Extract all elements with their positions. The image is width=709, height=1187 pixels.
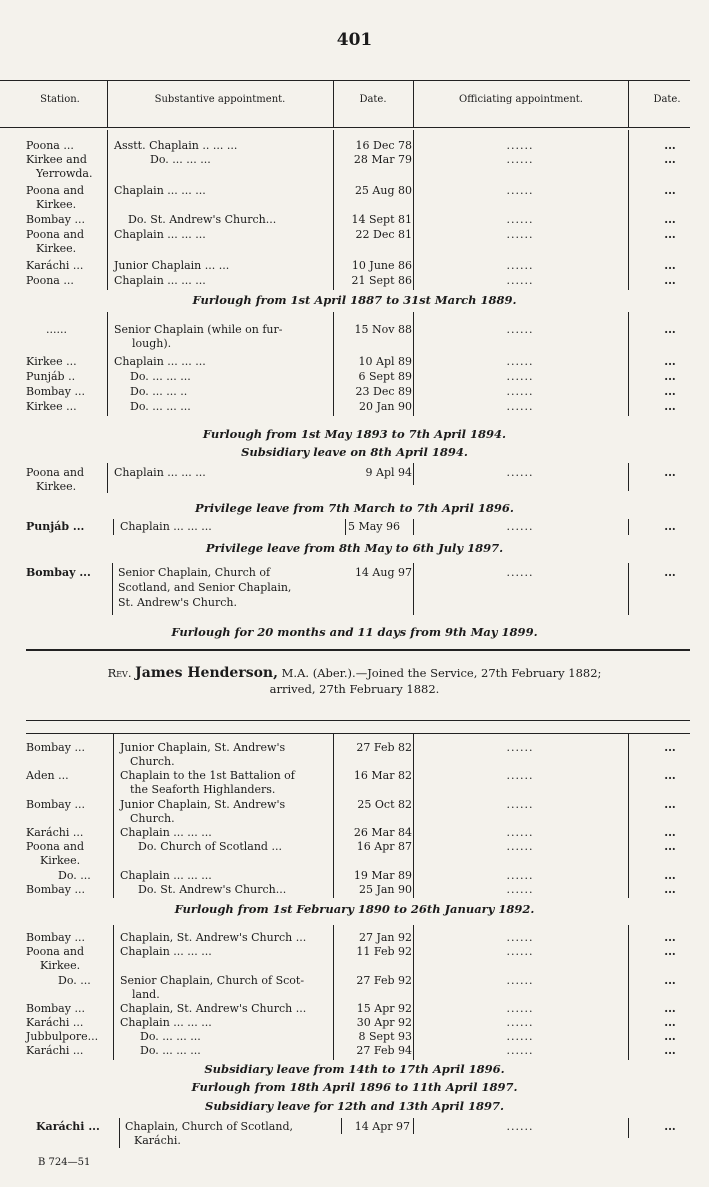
table-row <box>0 869 709 883</box>
date-cell: 22 Dec 81 <box>355 228 412 241</box>
appointment-cell: Chaplain ... ... ... <box>120 520 212 533</box>
table-row <box>0 153 709 167</box>
appointment-cell: Chaplain, Church of Scotland, <box>125 1120 293 1133</box>
appointment-cell: Chaplain ... ... ... <box>120 945 212 958</box>
station-cell: Bombay ... <box>26 1002 85 1015</box>
station-cell: Kirkee ... <box>26 400 77 413</box>
appointment-cell: Chaplain ... ... ... <box>114 466 206 479</box>
header-date-2: Date. <box>653 94 681 105</box>
appointment-cell: Do. ... ... ... <box>130 370 191 383</box>
station-cell: Poona ... <box>26 139 74 152</box>
table-row <box>0 840 709 854</box>
date2-cell: ... <box>664 184 676 197</box>
table-row <box>0 400 709 414</box>
officiating-cell: ...... <box>506 274 534 287</box>
table-row <box>0 184 709 198</box>
date-cell: 15 Apr 92 <box>356 1002 412 1015</box>
date2-cell: ... <box>664 769 676 782</box>
officiating-cell: ...... <box>506 769 534 782</box>
station-cell: Bombay ... <box>26 931 85 944</box>
appointment-cell: Do. St. Andrew's Church... <box>128 213 277 226</box>
station-continuation: Kirkee. <box>40 959 81 972</box>
date-cell: 27 Feb 92 <box>356 974 412 987</box>
appointment-cell: Do. ... ... ... <box>150 153 211 166</box>
header-divider <box>107 80 108 127</box>
page-number: 401 <box>336 30 373 50</box>
officiating-cell: ...... <box>506 1030 534 1043</box>
date2-cell: ... <box>664 974 676 987</box>
date-cell: 27 Jan 92 <box>358 931 412 944</box>
table-row <box>0 520 709 534</box>
station-cell: Jubbulpore... <box>26 1030 99 1043</box>
date2-cell: ... <box>664 840 676 853</box>
date2-cell: ... <box>664 1120 676 1133</box>
header-date: Date. <box>359 94 387 105</box>
station-cell: Poona and <box>26 228 85 241</box>
section-separator <box>26 649 690 651</box>
station-continuation: Kirkee. <box>36 198 77 211</box>
leave-note: Privilege leave from 7th March to 7th April 1896. <box>195 501 514 515</box>
leave-note: Subsidiary leave from 14th to 17th April 1896. <box>204 1062 505 1076</box>
officiating-cell: ...... <box>506 213 534 226</box>
station-cell: Bombay ... <box>26 798 85 811</box>
station-cell: Bombay ... <box>26 883 85 896</box>
date2-cell: ... <box>664 213 676 226</box>
table-row <box>0 769 709 783</box>
table-row <box>0 1002 709 1016</box>
officiating-cell: ...... <box>506 400 534 413</box>
date-cell: 14 Sept 81 <box>351 213 412 226</box>
appointment-cell: Chaplain ... ... ... <box>114 228 206 241</box>
officiating-cell: ...... <box>506 566 534 579</box>
date-cell: 27 Feb 82 <box>356 741 412 754</box>
date-cell: 25 Aug 80 <box>354 184 412 197</box>
date2-cell: ... <box>664 1030 676 1043</box>
date-cell: 11 Feb 92 <box>356 945 412 958</box>
officiating-cell: ...... <box>506 355 534 368</box>
officiating-cell: ...... <box>506 945 534 958</box>
appointment-continuation: Karáchi. <box>134 1134 181 1147</box>
table-row <box>0 274 709 288</box>
station-cell: Aden ... <box>26 769 69 782</box>
station-cell: Kirkee and <box>26 153 87 166</box>
station-cell: Bombay ... <box>26 741 85 754</box>
station-cell: Karáchi ... <box>26 1044 84 1057</box>
table-rule-top <box>26 720 690 721</box>
officiating-cell: ...... <box>506 370 534 383</box>
appointment-continuation: Church. <box>130 755 175 768</box>
appointment-cell: Do. ... ... ... <box>140 1044 201 1057</box>
station-continuation: Kirkee. <box>36 242 77 255</box>
station-cell: Do. ... <box>58 869 91 882</box>
officiating-cell: ...... <box>506 840 534 853</box>
officiating-cell: ...... <box>506 974 534 987</box>
station-continuation: Kirkee. <box>40 854 81 867</box>
officiating-cell: ...... <box>506 228 534 241</box>
appointment-cell: Senior Chaplain, Church of Scot- <box>120 974 305 987</box>
officiating-cell: ...... <box>506 323 534 336</box>
table-row <box>0 259 709 273</box>
appointment-continuation: St. Andrew's Church. <box>118 596 237 609</box>
date2-cell: ... <box>664 883 676 896</box>
date2-cell: ... <box>664 274 676 287</box>
officiating-cell: ...... <box>506 1120 534 1133</box>
table-row <box>0 931 709 945</box>
appointment-cell: Junior Chaplain, St. Andrew's <box>120 741 286 754</box>
date2-cell: ... <box>664 1044 676 1057</box>
appointment-cell: Chaplain, St. Andrew's Church ... <box>120 931 307 944</box>
appointment-cell: Do. St. Andrew's Church... <box>138 883 287 896</box>
table-row <box>0 323 709 337</box>
appointment-cell: Chaplain ... ... ... <box>120 869 212 882</box>
date2-cell: ... <box>664 520 676 533</box>
officiating-cell: ...... <box>506 1016 534 1029</box>
table-row <box>0 945 709 959</box>
officiating-cell: ...... <box>506 741 534 754</box>
appointment-cell: Junior Chaplain, St. Andrew's <box>120 798 286 811</box>
date-cell: 10 June 86 <box>351 259 412 272</box>
header-divider <box>628 80 629 127</box>
station-cell: Poona and <box>26 466 85 479</box>
table-row <box>0 1120 709 1134</box>
station-cell: Bombay ... <box>26 385 85 398</box>
appointment-cell: Do. ... ... ... <box>130 400 191 413</box>
appointment-continuation: Scotland, and Senior Chaplain, <box>118 581 292 594</box>
officiating-cell: ...... <box>506 869 534 882</box>
date2-cell: ... <box>664 385 676 398</box>
date-cell: 9 Apl 94 <box>365 466 412 479</box>
date-cell: 28 Mar 79 <box>353 153 412 166</box>
printer-mark: B 724—51 <box>38 1157 91 1168</box>
header-officiating: Officiating appointment. <box>459 94 583 105</box>
officiating-cell: ...... <box>506 259 534 272</box>
station-cell: Kirkee ... <box>26 355 77 368</box>
officer-bio <box>0 665 709 697</box>
table-row <box>0 1044 709 1058</box>
station-cell: Poona and <box>26 840 85 853</box>
appointment-cell: Junior Chaplain ... ... <box>114 259 230 272</box>
table-row <box>0 466 709 480</box>
officiating-cell: ...... <box>506 1044 534 1057</box>
table-row <box>0 355 709 369</box>
bio-details: M.A. (Aber.).—Joined the Service, 27th February 1882; <box>281 666 602 680</box>
table-row <box>0 1016 709 1030</box>
station-cell: Punjáb .. <box>26 370 76 383</box>
date2-cell: ... <box>664 466 676 479</box>
table-row <box>0 798 709 812</box>
appointment-cell: Chaplain to the 1st Battalion of <box>120 769 295 782</box>
date2-cell: ... <box>664 798 676 811</box>
officiating-cell: ...... <box>506 520 534 533</box>
date-cell: 21 Sept 86 <box>351 274 412 287</box>
table-row <box>0 213 709 227</box>
appointment-cell: Do. ... ... .. <box>130 385 188 398</box>
date-cell: 19 Mar 89 <box>353 869 412 882</box>
date-cell: 5 May 96 <box>347 520 400 533</box>
date2-cell: ... <box>664 228 676 241</box>
leave-note: Furlough from 1st February 1890 to 26th January 1892. <box>174 902 535 916</box>
appointment-continuation: Church. <box>130 812 175 825</box>
header-divider <box>333 80 334 127</box>
date-cell: 16 Dec 78 <box>355 139 412 152</box>
table-row <box>0 974 709 988</box>
leave-note: Furlough for 20 months and 11 days from 9th May 1899. <box>171 625 538 639</box>
date2-cell: ... <box>664 945 676 958</box>
table-row <box>0 139 709 153</box>
header-divider <box>413 80 414 127</box>
appointment-cell: Chaplain ... ... ... <box>114 184 206 197</box>
date2-cell: ... <box>664 355 676 368</box>
station-continuation: Yerrowda. <box>36 167 93 180</box>
date-cell: 27 Feb 94 <box>356 1044 412 1057</box>
officiating-cell: ...... <box>506 931 534 944</box>
station-cell: Karáchi ... <box>26 826 84 839</box>
table-row <box>0 741 709 755</box>
leave-note: Furlough from 1st April 1887 to 31st March 1889. <box>192 293 517 307</box>
date-cell: 20 Jan 90 <box>358 400 412 413</box>
date-cell: 10 Apl 89 <box>358 355 412 368</box>
station-cell: Poona ... <box>26 274 74 287</box>
date-cell: 30 Apr 92 <box>356 1016 412 1029</box>
leave-note: Privilege leave from 8th May to 6th July 1897. <box>205 541 504 555</box>
date-cell: 16 Mar 82 <box>353 769 412 782</box>
appointment-cell: Do. Church of Scotland ... <box>138 840 282 853</box>
leave-note: Subsidiary leave on 8th April 1894. <box>241 445 468 459</box>
date2-cell: ... <box>664 139 676 152</box>
appointment-cell: Chaplain ... ... ... <box>114 274 206 287</box>
header-station: Station. <box>40 94 80 105</box>
officiating-cell: ...... <box>506 466 534 479</box>
officiating-cell: ...... <box>506 385 534 398</box>
table-row <box>0 370 709 384</box>
officiating-cell: ...... <box>506 883 534 896</box>
date2-cell: ... <box>664 566 676 579</box>
table-row <box>0 385 709 399</box>
officiating-cell: ...... <box>506 184 534 197</box>
appointment-cell: Senior Chaplain, Church of <box>118 566 271 579</box>
date2-cell: ... <box>664 826 676 839</box>
bio-prefix: Rev. <box>107 666 132 680</box>
table-rule-bottom <box>26 733 690 734</box>
bio-arrived: arrived, 27th February 1882. <box>269 682 440 696</box>
station-cell: Poona and <box>26 945 85 958</box>
date-cell: 8 Sept 93 <box>358 1030 412 1043</box>
date2-cell: ... <box>664 869 676 882</box>
date-cell: 25 Jan 90 <box>358 883 412 896</box>
header-rule-bottom <box>0 127 690 128</box>
date-cell: 6 Sept 89 <box>358 370 412 383</box>
date-cell: 14 Aug 97 <box>354 566 412 579</box>
officiating-cell: ...... <box>506 798 534 811</box>
officer-name: James Henderson, <box>135 665 278 681</box>
date-cell: 14 Apr 97 <box>354 1120 410 1133</box>
table-row <box>0 1030 709 1044</box>
station-cell: Karáchi ... <box>26 259 84 272</box>
date2-cell: ... <box>664 259 676 272</box>
station-cell: Bombay ... <box>26 213 85 226</box>
appointment-cell: Chaplain ... ... ... <box>120 826 212 839</box>
date2-cell: ... <box>664 1002 676 1015</box>
table-row <box>0 883 709 897</box>
station-cell: Do. ... <box>58 974 91 987</box>
table-row <box>0 826 709 840</box>
appointment-cell: Do. ... ... ... <box>140 1030 201 1043</box>
date2-cell: ... <box>664 370 676 383</box>
date2-cell: ... <box>664 741 676 754</box>
appointment-cell: Chaplain ... ... ... <box>114 355 206 368</box>
table-row <box>0 228 709 242</box>
appointment-cell: Chaplain, St. Andrew's Church ... <box>120 1002 307 1015</box>
leave-note: Furlough from 1st May 1893 to 7th April 1894. <box>202 427 507 441</box>
appointment-continuation: land. <box>132 988 160 1001</box>
station-cell: Bombay ... <box>26 566 91 579</box>
table-row <box>0 566 709 580</box>
leave-note: Furlough from 18th April 1896 to 11th April 1897. <box>191 1080 518 1094</box>
date-cell: 25 Oct 82 <box>357 798 412 811</box>
station-cell: ...... <box>46 323 67 336</box>
date-cell: 26 Mar 84 <box>353 826 412 839</box>
date-cell: 15 Nov 88 <box>354 323 412 336</box>
date2-cell: ... <box>664 931 676 944</box>
station-cell: Poona and <box>26 184 85 197</box>
station-continuation: Kirkee. <box>36 480 77 493</box>
officiating-cell: ...... <box>506 826 534 839</box>
header-substantive: Substantive appointment. <box>154 94 286 105</box>
date2-cell: ... <box>664 1016 676 1029</box>
appointment-cell: Asstt. Chaplain .. ... ... <box>114 139 238 152</box>
officiating-cell: ...... <box>506 153 534 166</box>
date-cell: 16 Apr 87 <box>356 840 412 853</box>
officiating-cell: ...... <box>506 139 534 152</box>
date2-cell: ... <box>664 400 676 413</box>
appointment-cell: Chaplain ... ... ... <box>120 1016 212 1029</box>
station-cell: Karáchi ... <box>36 1120 100 1133</box>
appointment-continuation: lough). <box>132 337 172 350</box>
appointment-continuation: the Seaforth Highlanders. <box>130 783 276 796</box>
station-cell: Punjáb ... <box>26 520 85 533</box>
appointment-cell: Senior Chaplain (while on fur- <box>114 323 283 336</box>
date2-cell: ... <box>664 153 676 166</box>
officiating-cell: ...... <box>506 1002 534 1015</box>
leave-note: Subsidiary leave for 12th and 13th April 1897. <box>205 1099 504 1113</box>
date2-cell: ... <box>664 323 676 336</box>
station-cell: Karáchi ... <box>26 1016 84 1029</box>
date-cell: 23 Dec 89 <box>355 385 412 398</box>
header-rule-top <box>0 80 690 81</box>
